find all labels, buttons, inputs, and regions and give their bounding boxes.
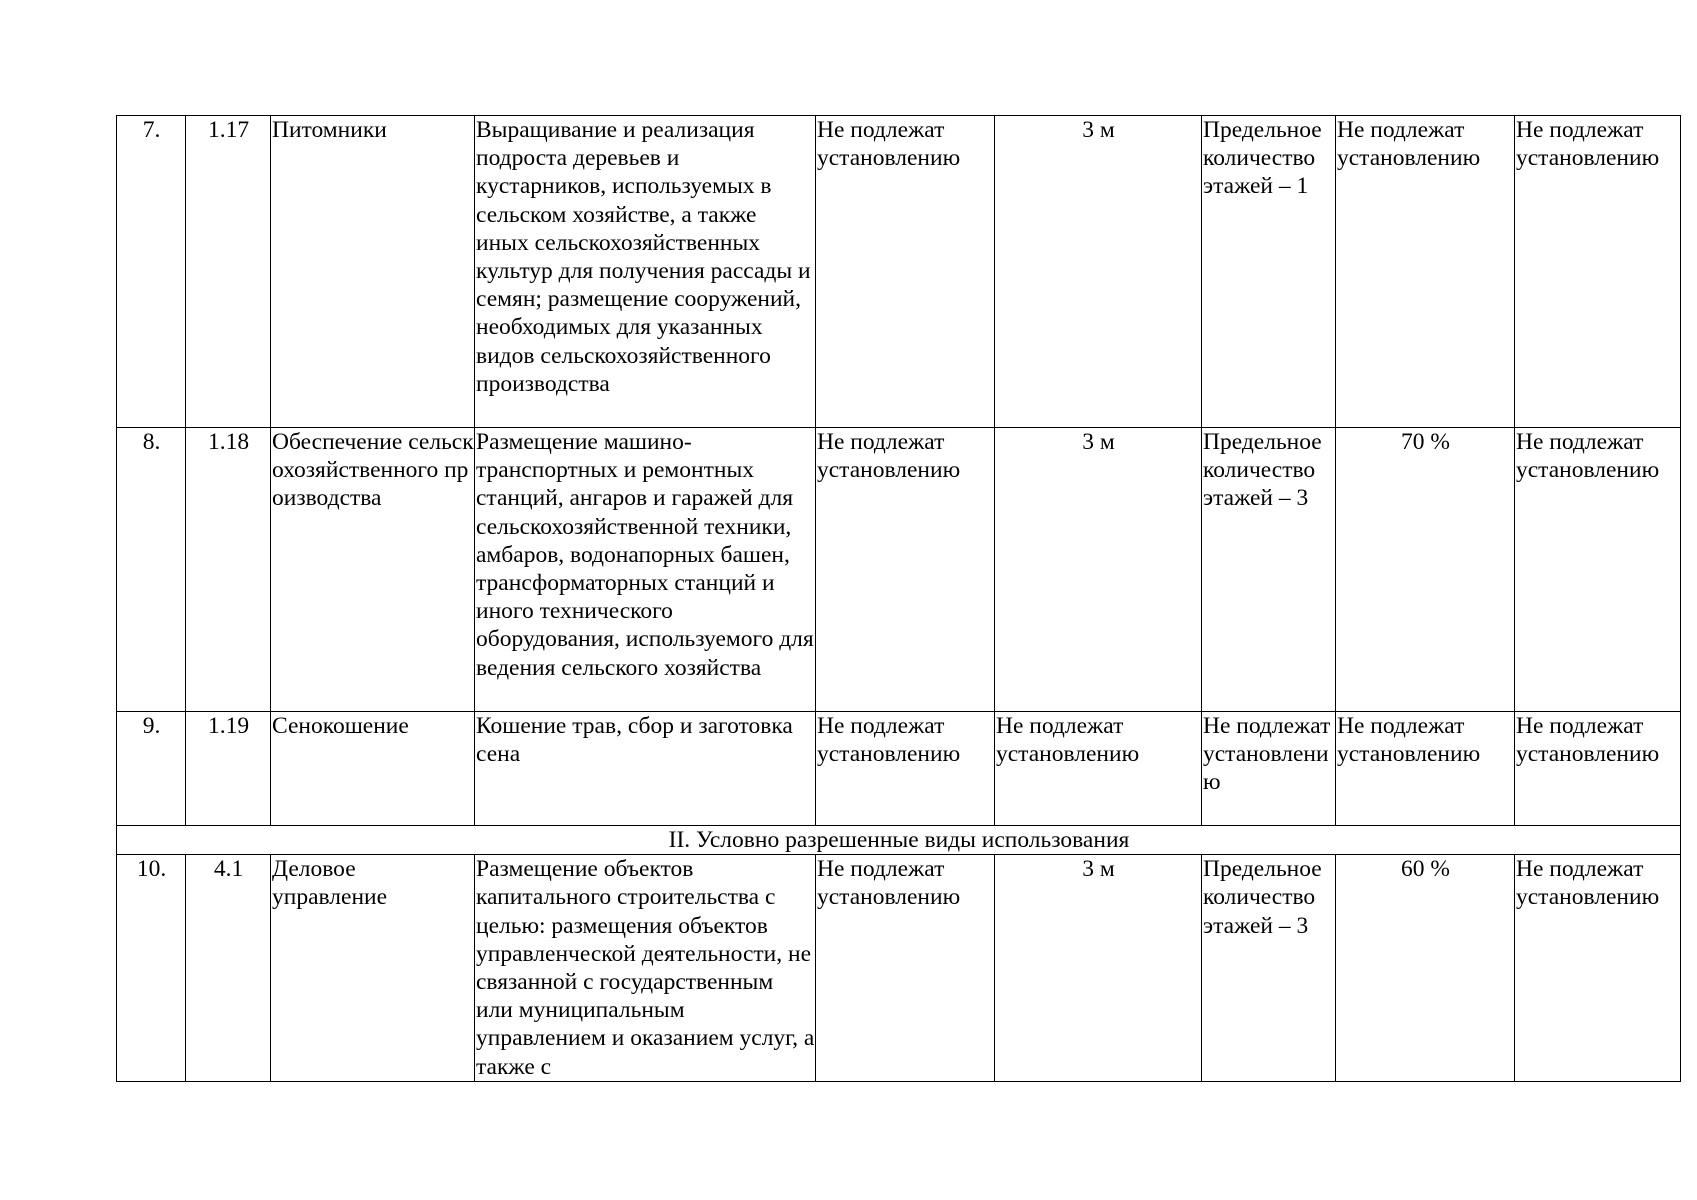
max-coverage: 60 % [1336,855,1515,1082]
max-floors: Предельное количество этажей – 3 [1202,428,1336,712]
section-row [117,826,1681,855]
min-setback: 3 м [995,428,1202,712]
use-description: Размещение объектов капитального строительства с целью: размещения объектов управленческой деятельности, не связанной с государственным или муниципальным управлением и оказанием услуг, а также с [475,855,816,1082]
row-number: 10. [117,855,186,1082]
max-floors: Предельное количество этажей – 1 [1202,116,1336,428]
max-coverage: Не подлежат установлению [1336,712,1515,826]
use-code: 4.1 [186,855,271,1082]
row-number: 9. [117,712,186,826]
row-number: 8. [117,428,186,712]
min-plot-size: Не подлежат установлению [816,428,995,712]
min-setback: 3 м [995,855,1202,1082]
use-description: Выращивание и реализация подроста деревьев и кустарников, используемых в сельском хозяйстве, а также иных сельскохозяйственных культур для получения рассады и семян; размещение сооружений, необходимых для указанных видов сельскохозяйственного производства [475,116,816,428]
section-title: II. Условно разрешенные виды использования [117,826,1681,855]
other-params: Не подлежат установлению [1515,428,1681,712]
table-row [117,712,1681,826]
use-name: Деловое управление [271,855,475,1082]
use-code: 1.19 [186,712,271,826]
use-name: Сенокошение [271,712,475,826]
other-params: Не подлежат установлению [1515,116,1681,428]
min-plot-size: Не подлежат установлению [816,116,995,428]
land-use-table [116,115,1681,1082]
min-setback: Не подлежат установлению [995,712,1202,826]
row-number: 7. [117,116,186,428]
max-coverage: 70 % [1336,428,1515,712]
use-code: 1.18 [186,428,271,712]
min-setback: 3 м [995,116,1202,428]
table-row [117,855,1681,1082]
max-floors: Предельное количество этажей – 3 [1202,855,1336,1082]
use-name: Питомники [271,116,475,428]
max-coverage: Не подлежат установлению [1336,116,1515,428]
use-description: Размещение машино-транспортных и ремонтных станций, ангаров и гаражей для сельскохозяйственной техники, амбаров, водонапорных башен, трансформаторных станций и иного технического оборудования, используемого для ведения сельского хозяйства [475,428,816,712]
max-floors: Не подлежат установлению [1202,712,1336,826]
min-plot-size: Не подлежат установлению [816,855,995,1082]
table-row [117,428,1681,712]
other-params: Не подлежат установлению [1515,712,1681,826]
use-code: 1.17 [186,116,271,428]
use-description: Кошение трав, сбор и заготовка сена [475,712,816,826]
document-page [116,115,1680,1082]
other-params: Не подлежат установлению [1515,855,1681,1082]
use-name: Обеспечение сельскохозяйственного производства [271,428,475,712]
table-row [117,116,1681,428]
min-plot-size: Не подлежат установлению [816,712,995,826]
